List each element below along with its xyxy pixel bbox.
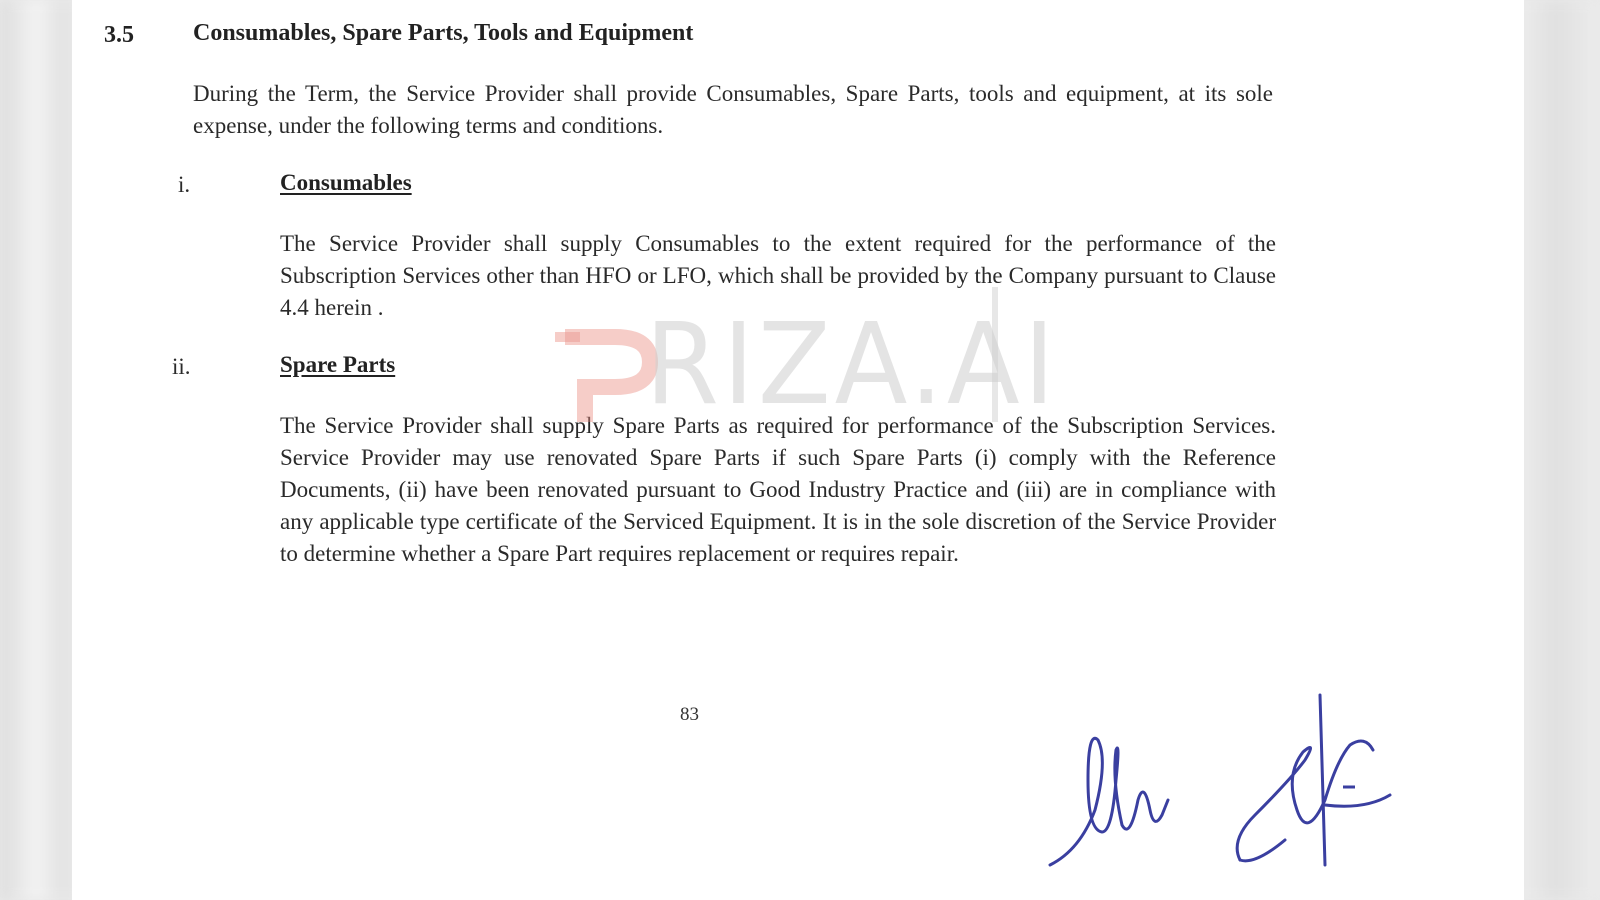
section-number: 3.5: [104, 22, 134, 48]
subsection-number-consumables: i.: [178, 172, 191, 197]
subsection-number-spare-parts: ii.: [172, 354, 191, 379]
signature-1-icon: [1040, 720, 1200, 880]
watermark-text: RIZA.AI: [645, 300, 1059, 430]
section-title: Consumables, Spare Parts, Tools and Equipment: [193, 20, 694, 46]
section-intro-paragraph: During the Term, the Service Provider shall provide Consumables, Spare Parts, tools and equipment, at its sole expense, under the following terms and conditions.: [193, 81, 1273, 138]
page-number: 83: [680, 704, 699, 725]
subsection-title-spare-parts: Spare Parts: [280, 352, 396, 377]
consumables-paragraph: The Service Provider shall supply Consumables to the extent required for the performance of the Subscription Services other than HFO or LFO, which shall be provided by the Company pursuant to Clause 4.4 herein .: [280, 231, 1276, 320]
signature-2-icon: [1225, 690, 1405, 880]
subsection-title-consumables: Consumables: [280, 170, 412, 195]
spare-parts-paragraph: The Service Provider shall supply Spare Parts as required for performance of the Subscription Services. Service Provider may use renovated Spare Parts if such Spare Parts (i) comply with the Reference Documents, (ii) have been renovated pursuant to Good Industry Practice and (iii) are in compliance with any applicable type certificate of the Serviced Equipment. It is in the sole discretion of the Service Provider to determine whether a Spare Part requires replacement or requires repair.: [280, 413, 1276, 566]
